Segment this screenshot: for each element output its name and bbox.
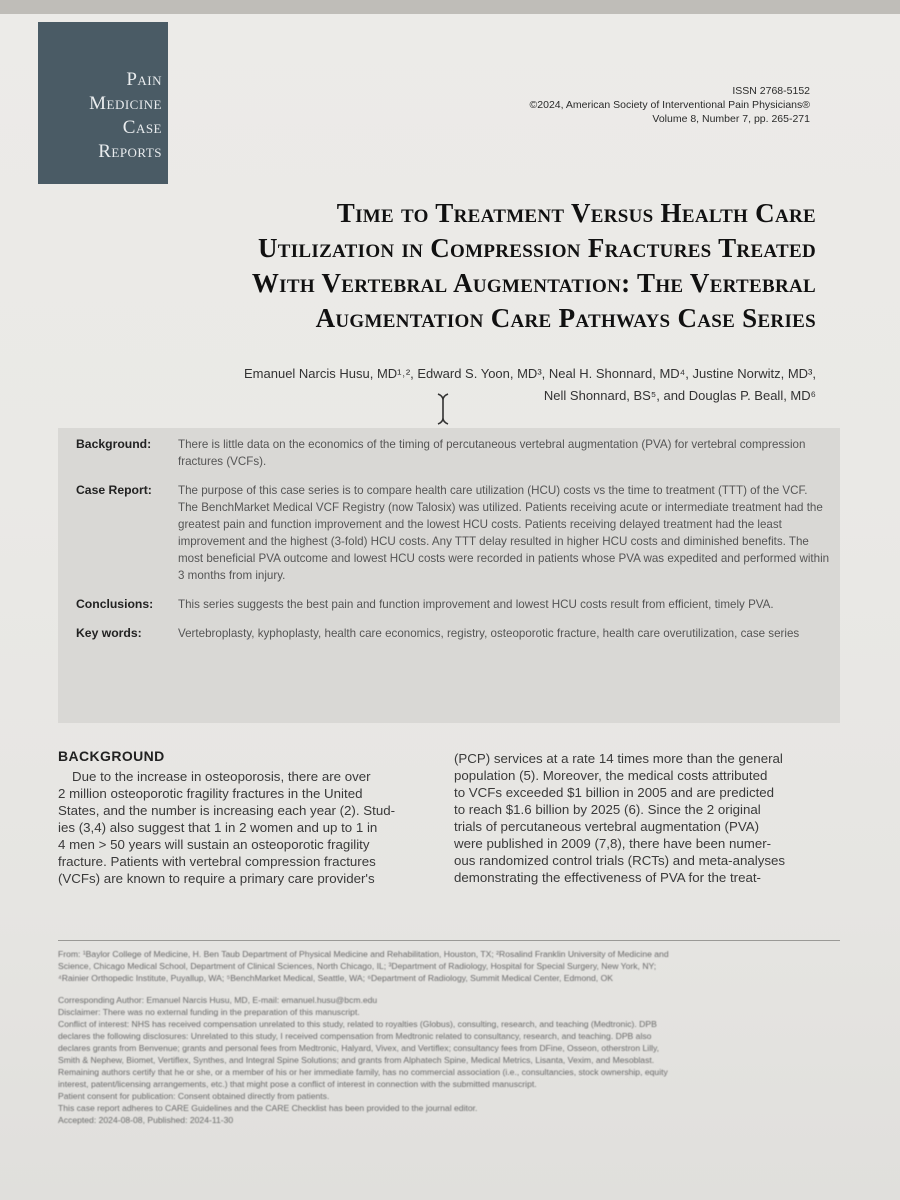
body-line: 2 million osteoporotic fragility fractures in the United bbox=[58, 786, 363, 801]
footnote-line: Patient consent for publication: Consent obtained directly from patients. bbox=[58, 1091, 330, 1101]
journal-name-line: Pain bbox=[126, 69, 162, 90]
footnote-line: This case report adheres to CARE Guidelines and the CARE Checklist has been provided to the journal editor. bbox=[58, 1103, 478, 1113]
issn: ISSN 2768-5152 bbox=[732, 85, 810, 97]
footnote-line: Conflict of interest: NHS has received compensation unrelated to this study, related to royalties (Globus), consulting, research, and teaching (Medtronic). DPB bbox=[58, 1019, 657, 1029]
section-heading: BACKGROUND bbox=[58, 748, 165, 764]
journal-name-line: Medicine bbox=[89, 93, 162, 114]
body-line: (PCP) services at a rate 14 times more than the general bbox=[454, 751, 783, 766]
title-line: Utilization in Compression Fractures Treated bbox=[257, 233, 816, 263]
body-line: were published in 2009 (7,8), there have been numer- bbox=[454, 836, 772, 851]
footnote-line: declares grants from Benvenue; grants and personal fees from Medtronic, Halyard, Vivex, and Vertiflex; consultancy fees from DFine, Osseon, otherstron Lilly, bbox=[58, 1043, 660, 1053]
journal-name-line: Reports bbox=[98, 141, 162, 162]
body-line: demonstrating the effectiveness of PVA for the treat- bbox=[454, 870, 761, 885]
abstract-key-words bbox=[76, 625, 830, 642]
footnote-line: declares the following disclosures: Unrelated to this study, I received compensation from Medtronic related to consultancy, research, and teaching. DPB also bbox=[58, 1031, 652, 1041]
copyright: ©2024, American Society of Interventional Pain Physicians® bbox=[529, 99, 810, 111]
footnote-line: Remaining authors certify that he or she, or a member of his or her immediate family, has no commercial association (i.e., consultancies, stock ownership, equity bbox=[58, 1067, 668, 1077]
body-line: 4 men > 50 years will sustain an osteoporotic fragility bbox=[58, 837, 370, 852]
abstract-text: There is little data on the economics of the timing of percutaneous vertebral augmentation (PVA) for vertebral compression fractures (VCFs). bbox=[178, 438, 806, 468]
text-cursor-icon bbox=[436, 392, 450, 426]
footnote-line: Smith & Nephew, Biomet, Vertiflex, Synthes, and Integral Spine Solutions; and grants from Alphatech Spine, Medical Metrics, Lisanta, Vexim, and Mesoblast. bbox=[58, 1055, 655, 1065]
body-line: States, and the number is increasing each year (2). Stud- bbox=[58, 803, 396, 818]
affiliation-line: Science, Chicago Medical School, Department of Clinical Sciences, North Chicago, IL; ³Department of Radiology, Hospital for Special Surgery, New York, NY; bbox=[58, 961, 657, 971]
body-line: fracture. Patients with vertebral compression fractures bbox=[58, 854, 376, 869]
affiliation-line: From: ¹Baylor College of Medicine, H. Ben Taub Department of Physical Medicine and Rehabilitation, Houston, TX; ²Rosalind Franklin University of Medicine and bbox=[58, 949, 669, 959]
abstract-case-report bbox=[76, 482, 830, 584]
title-line: Time to Treatment Versus Health Care bbox=[336, 198, 816, 228]
abstract-text: Vertebroplasty, kyphoplasty, health care economics, registry, osteoporotic fracture, health care overutilization, case series bbox=[178, 627, 800, 640]
body-column-right bbox=[454, 750, 832, 886]
journal-logo-box bbox=[38, 22, 168, 184]
abstract-label: Background: bbox=[76, 437, 152, 451]
publication-info bbox=[530, 84, 810, 126]
body-line: trials of percutaneous vertebral augmentation (PVA) bbox=[454, 819, 760, 834]
abstract-label: Conclusions: bbox=[76, 597, 154, 611]
body-line: (VCFs) are known to require a primary care provider's bbox=[58, 871, 375, 886]
footnote-divider bbox=[58, 940, 840, 941]
footnote-line: interest, patent/licensing arrangements, etc.) that might pose a conflict of interest in connection with the submitted manuscript. bbox=[58, 1079, 537, 1089]
abstract-background bbox=[76, 436, 830, 470]
footnote-line: Accepted: 2024-08-08, Published: 2024-11-30 bbox=[58, 1115, 234, 1125]
title-line: With Vertebral Augmentation: The Vertebral bbox=[251, 268, 816, 298]
footnote-line: Corresponding Author: Emanuel Narcis Husu, MD, E-mail: emanuel.husu@bcm.edu bbox=[58, 995, 378, 1005]
body-line: to reach $1.6 billion by 2025 (6). Since the 2 original bbox=[454, 802, 761, 817]
abstract-text: This series suggests the best pain and function improvement and lowest HCU costs result from efficient, timely PVA. bbox=[178, 598, 774, 611]
abstract-label: Key words: bbox=[76, 626, 142, 640]
abstract-text: The purpose of this case series is to compare health care utilization (HCU) costs vs the time to treatment (TTT) of the VCF. The BenchMarket Medical VCF Registry (now Talosix) was utilized. Patients receiving acute or intermediate treatment had the greatest pain and function improvement and the lowest HCU costs. Patients receiving delayed treatment had the least improvement and the highest (3-fold) HCU costs. Any TTT delay resulted in higher HCU costs and diminished benefits. The most beneficial PVA outcome and lowest HCU costs were recorded in patients whose PVA was expedited and performed within 3 months from injury. bbox=[178, 484, 830, 582]
article-title bbox=[80, 196, 816, 336]
abstract-conclusions bbox=[76, 596, 830, 613]
author-line: Nell Shonnard, BS⁵, and Douglas P. Beall, MD⁶ bbox=[543, 388, 816, 403]
body-line: population (5). Moreover, the medical costs attributed bbox=[454, 768, 768, 783]
body-line: ies (3,4) also suggest that 1 in 2 women and up to 1 in bbox=[58, 820, 378, 835]
body-line: to VCFs exceeded $1 billion in 2005 and are predicted bbox=[454, 785, 775, 800]
abstract-box bbox=[58, 428, 840, 723]
title-line: Augmentation Care Pathways Case Series bbox=[315, 303, 816, 333]
journal-name-line: Case bbox=[122, 117, 162, 138]
abstract-label: Case Report: bbox=[76, 483, 152, 497]
body-column-left bbox=[58, 748, 436, 887]
volume-info: Volume 8, Number 7, pp. 265-271 bbox=[652, 113, 810, 125]
body-line: Due to the increase in osteoporosis, there are over bbox=[72, 769, 371, 784]
author-line: Emanuel Narcis Husu, MD¹˒², Edward S. Yoon, MD³, Neal H. Shonnard, MD⁴, Justine Norwitz, MD³, bbox=[244, 366, 816, 381]
footnotes bbox=[58, 948, 840, 1126]
body-line: ous randomized control trials (RCTs) and meta-analyses bbox=[454, 853, 786, 868]
author-list bbox=[120, 363, 816, 407]
page-top-edge bbox=[0, 0, 900, 14]
affiliation-line: ⁴Rainier Orthopedic Institute, Puyallup, WA; ⁵BenchMarket Medical, Seattle, WA; ⁶Department of Radiology, Summit Medical Center, Edmond, OK bbox=[58, 973, 613, 983]
footnote-line: Disclaimer: There was no external funding in the preparation of this manuscript. bbox=[58, 1007, 360, 1017]
